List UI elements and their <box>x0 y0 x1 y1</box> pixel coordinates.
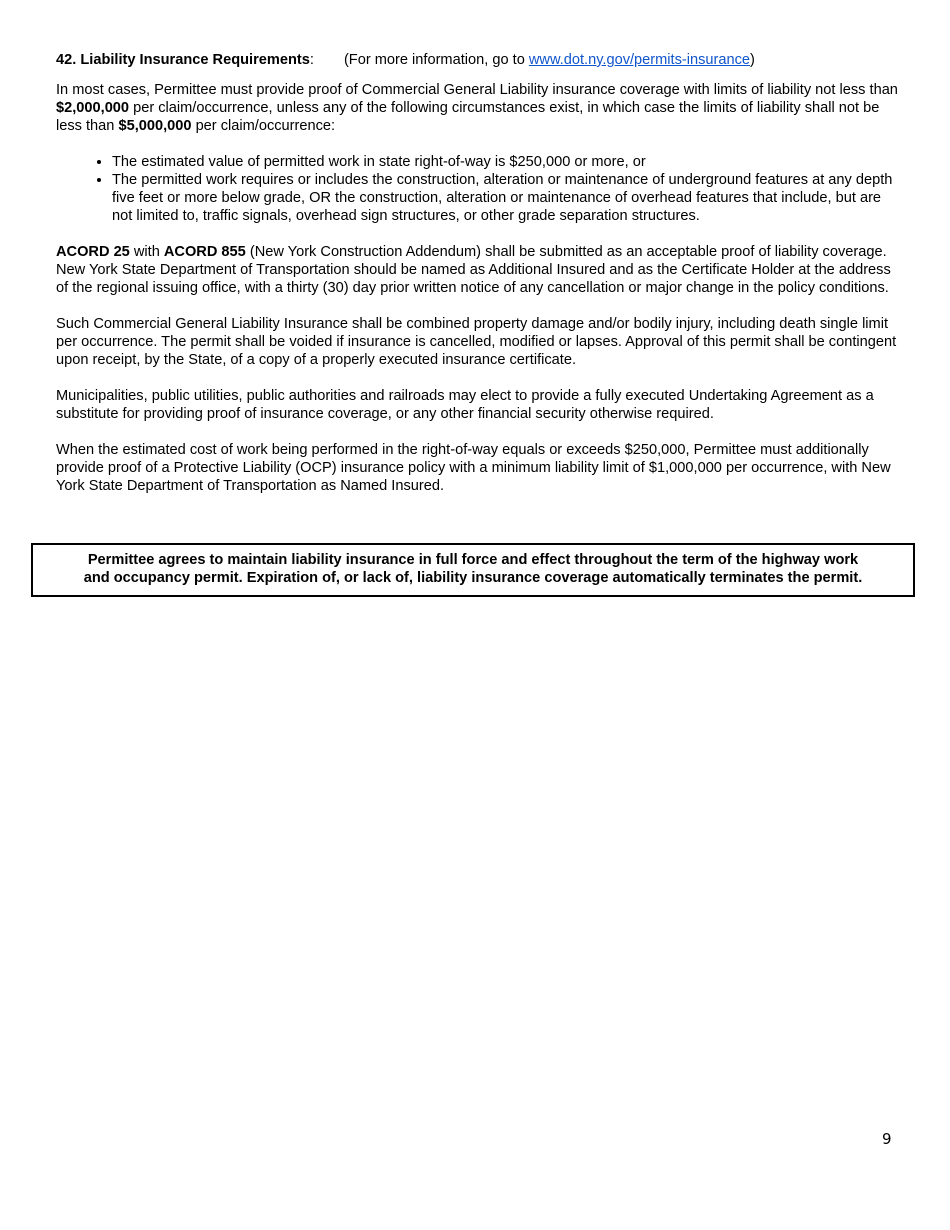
info-suffix: ) <box>750 52 755 68</box>
notice-box <box>31 543 915 597</box>
undertaking-agreement-paragraph: Municipalities, public utilities, public authorities and railroads may elect to provide a fully executed Undertaking Agreement as a substitute for providing proof of insurance coverage, or any other financial security otherwise required. <box>56 388 874 422</box>
intro-paragraph: In most cases, Permittee must provide proof of Commercial General Liability insurance coverage with limits of liability not less than $2,000,000 per claim/occurrence, unless any of the following circumstances exist, in which case the limits of liability shall not be less than $5,000,000 per claim/occurrence: <box>56 82 898 134</box>
document-body <box>56 51 898 513</box>
limit-amount-2m: $2,000,000 <box>56 100 130 116</box>
acord-25-label: ACORD 25 <box>56 244 130 260</box>
limit-amount-5m: $5,000,000 <box>118 118 192 134</box>
combined-limit-paragraph: Such Commercial General Liability Insurance shall be combined property damage and/or bodily injury, including death single limit per occurrence. The permit shall be voided if insurance is cancelled, modified or lapses. Approval of this permit shall be contingent upon receipt, by the State, of a copy of a properly executed insurance certificate. <box>56 316 897 368</box>
notice-line-1: Permittee agrees to maintain liability insurance in full force and effect throughout the term of the highway work <box>87 552 859 568</box>
ocp-paragraph: When the estimated cost of work being performed in the right-of-way equals or exceeds $250,000, Permittee must additionally provide proof of a Protective Liability (OCP) insurance policy with a minimum liability limit of $1,000,000 per occurrence, with New York State Department of Transportation as Named Insured. <box>56 442 891 494</box>
section-heading <box>56 51 898 69</box>
section-number: 42. <box>56 52 77 68</box>
circumstances-list <box>56 153 898 225</box>
list-item: • The estimated value of permitted work in state right-of-way is $250,000 or more, or <box>112 153 898 171</box>
acord-paragraph: ACORD 25 with ACORD 855 (New York Construction Addendum) shall be submitted as an acceptable proof of liability coverage. New York State Department of Transportation should be named as Additional Insured and as the Certificate Holder at the address of the regional issuing office, with a thirty (30) day prior written notice of any cancellation or major change in the policy conditions. <box>56 244 891 296</box>
notice-line-2: and occupancy permit. Expiration of, or lack of, liability insurance coverage automatically terminates the permit. <box>83 570 863 586</box>
section-number-title <box>56 52 310 68</box>
page-number: 9 <box>882 1130 892 1148</box>
section-title: Liability Insurance Requirements <box>80 52 310 68</box>
heading-colon: : <box>309 52 314 68</box>
permits-insurance-link[interactable]: www.dot.ny.gov/permits-insurance <box>528 52 751 68</box>
info-prefix: (For more information, go to <box>343 52 529 68</box>
list-item: • The permitted work requires or includes the construction, alteration or maintenance of underground features at any depth five feet or more below grade, OR the construction, alteration or maintenance of overhead features that include, but are not limited to, traffic signals, overhead sign structures, or other grade separation structures. <box>112 171 898 225</box>
acord-855-label: ACORD 855 <box>163 244 246 260</box>
